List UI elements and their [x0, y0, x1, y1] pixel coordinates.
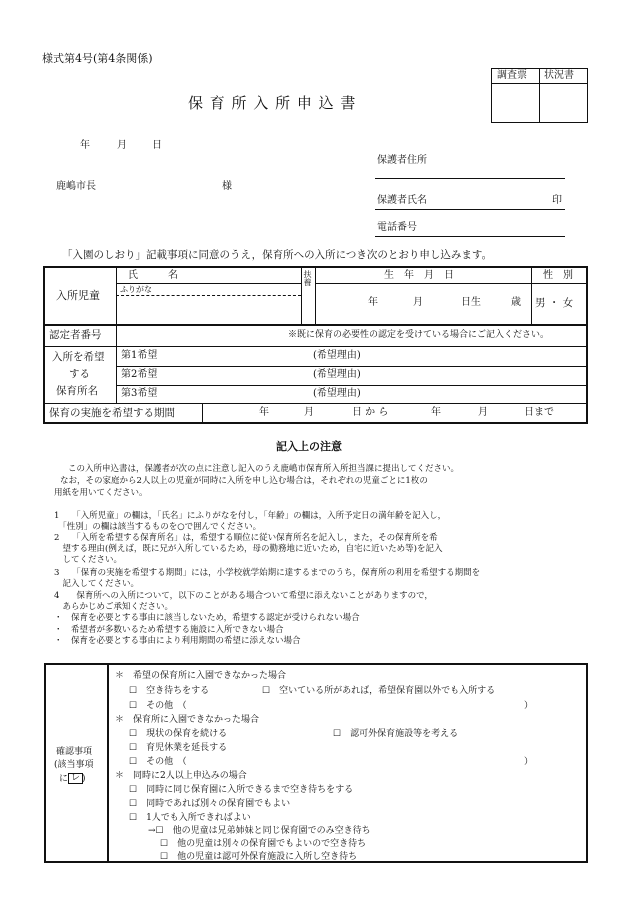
birth-day: 日生 — [461, 297, 481, 308]
period-label: 保育の実施を希望する期間 — [49, 407, 175, 419]
notes-item: 記入してください。 — [54, 579, 140, 589]
notes-item: 3 「保育の実施を希望する期間」には，小学校就学始期に達するまでのうち，保育所の利用を希望する期間を — [54, 568, 481, 578]
option-other-2-close: ） — [524, 757, 534, 767]
hope-label-3: 保育所名 — [56, 385, 98, 397]
hope-3-reason: (希望理由) — [313, 388, 361, 399]
furigana-label: ふりがな — [120, 285, 152, 294]
date-month: 月 — [117, 140, 127, 151]
guardian-address-field[interactable] — [375, 178, 565, 179]
check-mark-icon: レ — [68, 773, 83, 784]
period-start-month: 月 — [304, 407, 314, 418]
hope-1-reason: (希望理由) — [313, 350, 361, 361]
option-separate-ok[interactable]: ☐ 同時であれば別々の保育園でもよい — [129, 799, 291, 809]
birth-year: 年 — [368, 297, 378, 308]
guardian-name-field[interactable] — [375, 209, 565, 210]
option-unlicensed-wait[interactable]: ☐ 他の児童は認可外保育施設に入所し空き待ち — [160, 852, 358, 862]
form-number: 様式第4号(第4条関係) — [42, 52, 153, 65]
confirm-label-1: 確認事項 — [56, 747, 93, 757]
option-continue-care[interactable]: ☐ 現状の保育を続ける — [129, 729, 228, 739]
gender-options[interactable]: 男 ・ 女 — [535, 297, 574, 309]
option-siblings-same[interactable]: →☐ 他の児童は兄弟姉妹と同じ保育園でのみ空き待ち — [148, 826, 371, 836]
option-wait[interactable]: ☐ 空き待ちをする — [129, 686, 210, 696]
hope-1-label: 第1希望 — [121, 350, 158, 361]
confirm-label-2: (該当事項 — [54, 760, 94, 770]
option-other-1[interactable]: ☐ その他 （ — [129, 701, 187, 711]
hope-label-2: する — [69, 368, 90, 380]
gender-header: 性 別 — [543, 270, 573, 281]
option-one-ok[interactable]: ☐ 1人でも入所できればよい — [129, 813, 251, 823]
confirm-heading-2: ＊ 保育所に入園できなかった場合 — [115, 715, 260, 725]
notes-item: 4 保育所への入所について，以下のことがある場合ついて希望に添えないことがありますので， — [54, 591, 433, 601]
name-header: 氏 名 — [128, 270, 178, 281]
hope-2-label: 第2希望 — [121, 369, 158, 380]
addressee-name: 鹿嶋市長 — [56, 181, 96, 192]
hope-3-label: 第3希望 — [121, 388, 158, 399]
guardian-address-label: 保護者住所 — [377, 155, 427, 166]
notes-item: 1 「入所児童」の欄は，「氏名」にふりがなを付し，「年齢」の欄は，入所予定日の満年齢を記入し， — [54, 511, 447, 521]
guardian-phone-field[interactable] — [375, 236, 565, 237]
option-separate-wait[interactable]: ☐ 他の児童は別々の保育園でもよいので空き待ち — [160, 839, 367, 849]
option-other-1-close: ） — [524, 701, 534, 711]
age-unit: 歳 — [511, 297, 521, 308]
notes-item: 望する理由(例えば，既に兄が入所しているため，母の勤務地に近いため，自宅に近いため等)を記入 — [54, 544, 443, 554]
hope-label-1: 入所を希望 — [52, 351, 105, 363]
date-day: 日 — [152, 140, 162, 151]
guardian-seal: 印 — [552, 195, 562, 206]
relation-header: 扶養 — [303, 270, 312, 286]
confirm-heading-1: ＊ 希望の保育所に入園できなかった場合 — [115, 671, 287, 681]
notes-item: 2 「入所を希望する保育所名」は，希望する順位に従い保育所名を記入し，また，その保育所を希 — [54, 533, 438, 543]
notes-item: ・ 保育を必要とする事由に該当しないため，希望する認定が受けられない場合 — [54, 613, 360, 623]
stamp-label-survey: 調査票 — [497, 70, 527, 81]
guardian-name-label: 保護者氏名 — [377, 195, 427, 206]
notes-item: してください。 — [54, 555, 123, 565]
cert-note: ※既に保育の必要性の認定を受けている場合にご記入ください。 — [288, 330, 550, 340]
option-unlicensed[interactable]: ☐ 認可外保育施設等を考える — [333, 729, 459, 739]
period-start-year: 年 — [259, 407, 269, 418]
period-end-year: 年 — [431, 407, 441, 418]
option-same-nursery[interactable]: ☐ 同時に同じ保育園に入所できるまで空き待ちをする — [129, 785, 354, 795]
option-other-2[interactable]: ☐ その他 （ — [129, 757, 187, 767]
addressee-honorific: 様 — [222, 181, 232, 192]
notes-title: 記入上の注意 — [276, 440, 342, 453]
stamp-label-status: 状況書 — [544, 70, 574, 81]
option-extend-leave[interactable]: ☐ 育児休業を延長する — [129, 743, 228, 753]
notes-item: 「性別」の欄は該当するものを○で囲んでください。 — [54, 522, 262, 532]
period-start-day: 日 か ら — [352, 407, 389, 418]
period-end-month: 月 — [478, 407, 488, 418]
birth-header: 生 年 月 日 — [384, 270, 454, 281]
confirm-label-3: に — [59, 774, 69, 784]
date-year: 年 — [80, 140, 90, 151]
notes-item: ・ 保育を必要とする事由により利用期間の希望に添えない場合 — [54, 636, 301, 646]
hope-2-reason: (希望理由) — [313, 369, 361, 380]
option-other-facility[interactable]: ☐ 空いている所があれば，希望保育園以外でも入所する — [262, 686, 496, 696]
confirm-heading-3: ＊ 同時に2人以上申込みの場合 — [115, 771, 247, 781]
confirm-label-5: ) — [82, 774, 86, 784]
cert-label: 認定者番号 — [49, 329, 102, 341]
notes-paragraph-2: なお，その家庭から2人以上の児童が同時に入所を申し込む場合は，それぞれの児童ごとに1枚の — [60, 476, 428, 486]
child-label: 入所児童 — [56, 289, 100, 302]
period-end-day: 日まで — [524, 407, 554, 418]
notes-item: ・ 希望者が多数いるため希望する施設に入所できない場合 — [54, 625, 284, 635]
birth-month: 月 — [413, 297, 423, 308]
intro-text: 「入園のしおり」記載事項に同意のうえ，保育所への入所につき次のとおり申し込みます。 — [62, 249, 493, 261]
form-title: 保 育 所 入 所 申 込 書 — [188, 94, 357, 112]
notes-item: あらかじめご承知ください。 — [54, 602, 174, 612]
guardian-phone-label: 電話番号 — [377, 222, 417, 233]
notes-paragraph-1: この入所申込書は，保護者が次の点に注意し記入のうえ鹿嶋市保育所入所担当課に提出してください。 — [68, 464, 460, 474]
notes-paragraph-3: 用紙を用いてください。 — [54, 488, 148, 498]
